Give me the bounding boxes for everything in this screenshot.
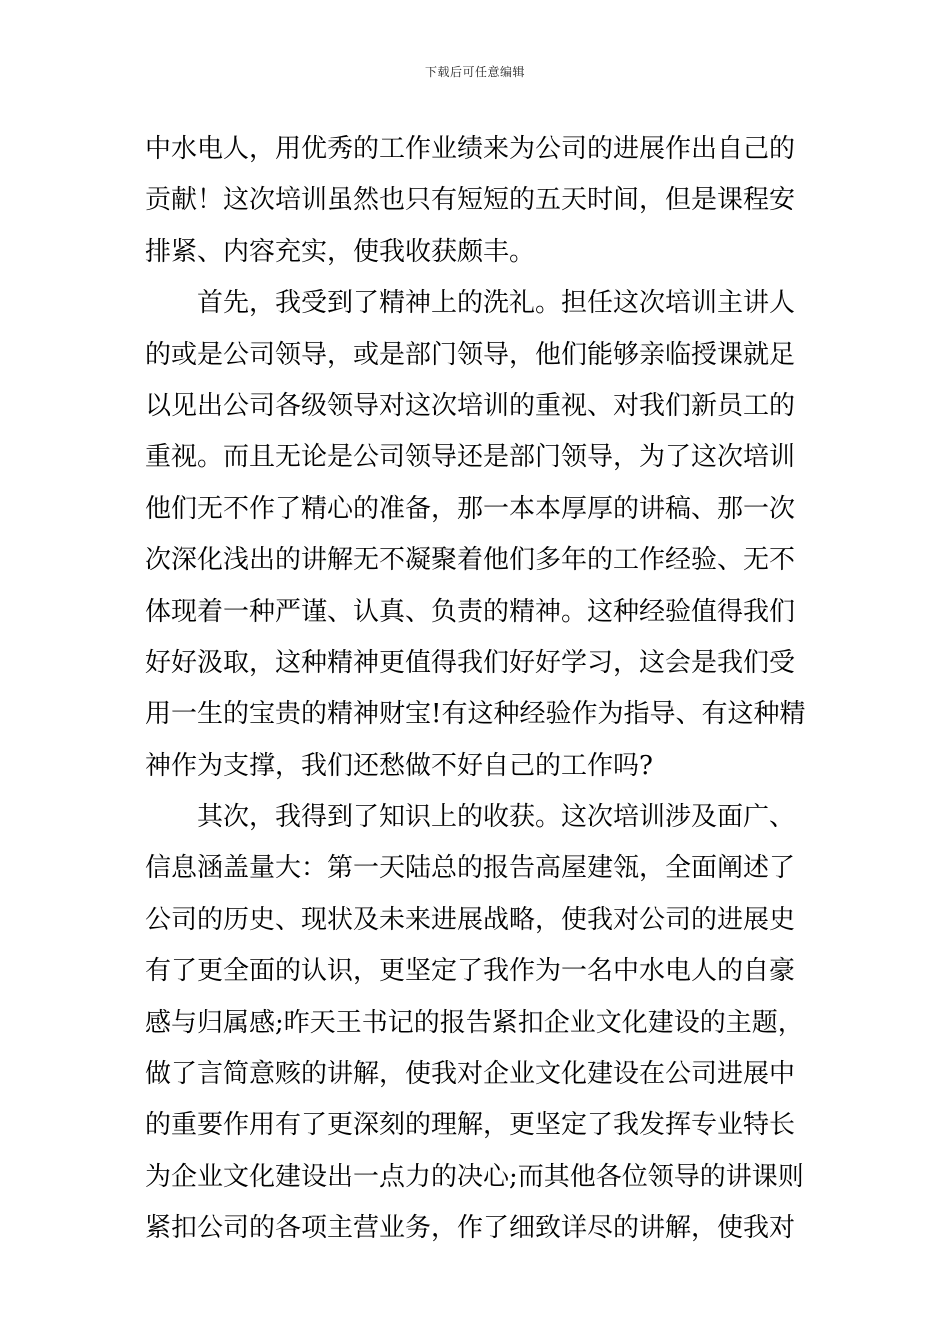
text-line: 他们无不作了精心的准备，那一本本厚厚的讲稿、那一次: [145, 493, 796, 524]
text-line: 为企业文化建设出一点力的决心;而其他各位领导的讲课则: [145, 1161, 804, 1192]
text-line: 好好汲取，这种精神更值得我们好好学习，这会是我们受: [145, 647, 796, 678]
text-line: 中水电人，用优秀的工作业绩来为公司的进展作出自己的: [145, 134, 796, 164]
text-line: 有了更全面的认识，更坚定了我作为一名中水电人的自豪: [145, 956, 796, 987]
body-text: [145, 124, 810, 1255]
text-line: 次深化浅出的讲解无不凝聚着他们多年的工作经验、无不: [145, 545, 796, 576]
paragraph-first-line: 其次，我得到了知识上的收获。这次培训涉及面广、: [197, 802, 796, 833]
text-line: 贡献！这次培训虽然也只有短短的五天时间，但是课程安: [145, 185, 796, 216]
text-line: 的或是公司领导，或是部门领导，他们能够亲临授课就足: [145, 339, 796, 370]
text-line: 做了言简意赅的讲解，使我对企业文化建设在公司进展中: [145, 1059, 796, 1090]
text-line: 的重要作用有了更深刻的理解，更坚定了我发挥专业特长: [145, 1110, 796, 1141]
text-line: 神作为支撑，我们还愁做不好自己的工作吗?: [145, 750, 653, 781]
paragraph-first-line: 首先，我受到了精神上的洗礼。担任这次培训主讲人: [197, 288, 796, 319]
text-line: 用一生的宝贵的精神财宝!有这种经验作为指导、有这种精: [145, 699, 806, 730]
text-line: 公司的历史、现状及未来进展战略，使我对公司的进展史: [145, 904, 796, 935]
text-line: 体现着一种严谨、认真、负责的精神。这种经验值得我们: [145, 596, 796, 627]
text-line: 感与归属感;昨天王书记的报告紧扣企业文化建设的主题，: [145, 1007, 804, 1038]
text-line: 紧扣公司的各项主营业务，作了细致详尽的讲解，使我对: [145, 1213, 796, 1244]
text-line: 重视。而且无论是公司领导还是部门领导，为了这次培训: [145, 442, 796, 473]
text-line: 以见出公司各级领导对这次培训的重视、对我们新员工的: [145, 390, 796, 421]
text-line: 排紧、内容充实，使我收获颇丰。: [145, 236, 536, 267]
text-line: 信息涵盖量大：第一天陆总的报告高屋建瓴，全面阐述了: [145, 853, 796, 884]
page-header: 下载后可任意编辑: [424, 65, 525, 79]
